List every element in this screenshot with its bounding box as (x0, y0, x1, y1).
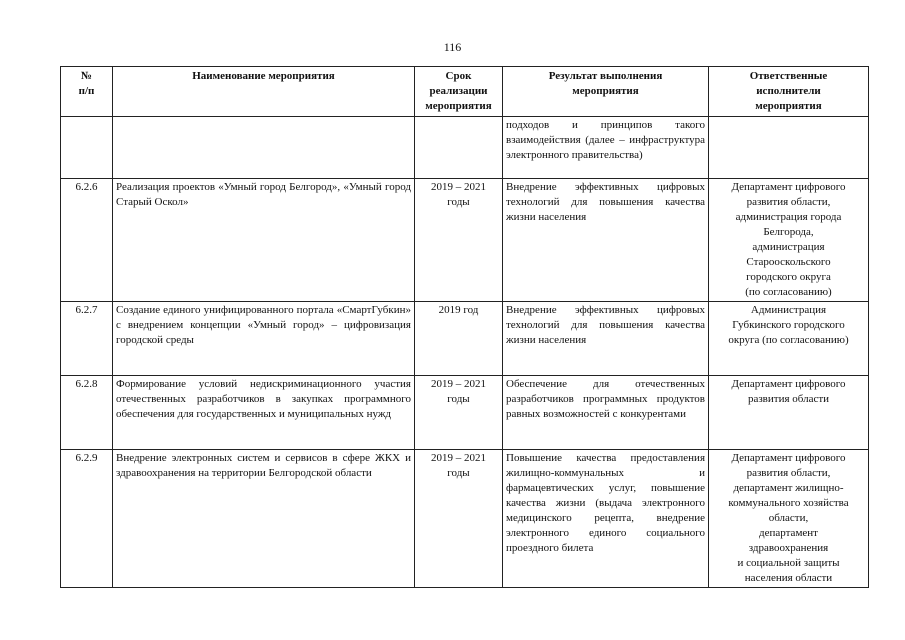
row-num: 6.2.7 (61, 302, 113, 376)
row-executors: Департамент цифрового развития области (709, 376, 869, 450)
header-term: Срок реализации мероприятия (415, 67, 503, 117)
row-num (61, 117, 113, 179)
row-name (113, 117, 415, 179)
row-num: 6.2.9 (61, 450, 113, 588)
row-num: 6.2.6 (61, 179, 113, 302)
row-num: 6.2.8 (61, 376, 113, 450)
header-executors: Ответственные исполнители мероприятия (709, 67, 869, 117)
row-executors: Департамент цифрового развития области, администрация города Белгорода, администрация Старооскольского городского округа (по согласованию) (709, 179, 869, 302)
row-name: Формирование условий недискриминационного участия отечественных разработчиков в закупках программного обеспечения для государственных и муниципальных нужд (113, 376, 415, 450)
row-term: 2019 год (415, 302, 503, 376)
row-name: Реализация проектов «Умный город Белгород», «Умный город Старый Оскол» (113, 179, 415, 302)
row-term: 2019 – 2021 годы (415, 376, 503, 450)
table-header-row (61, 67, 869, 117)
row-result: подходов и принципов такого взаимодействия (далее – инфраструктура электронного правительства) (503, 117, 709, 179)
header-name: Наименование мероприятия (113, 67, 415, 117)
row-term (415, 117, 503, 179)
table-row (61, 376, 869, 450)
row-result: Обеспечение для отечественных разработчиков программных продуктов равных возможностей с конкурентами (503, 376, 709, 450)
table-row (61, 302, 869, 376)
row-result: Внедрение эффективных цифровых технологий для повышения качества жизни населения (503, 179, 709, 302)
row-term: 2019 – 2021 годы (415, 179, 503, 302)
row-executors (709, 117, 869, 179)
row-result: Внедрение эффективных цифровых технологий для повышения качества жизни населения (503, 302, 709, 376)
header-result: Результат выполнения мероприятия (503, 67, 709, 117)
row-executors: Департамент цифрового развития области, департамент жилищно- коммунального хозяйства области, департамент здравоохранения и социальной защиты населения области (709, 450, 869, 588)
table-row (61, 450, 869, 588)
row-name: Создание единого унифицированного портала «СмартГубкин» с внедрением концепции «Умный город» – цифровизация городской среды (113, 302, 415, 376)
page-number: 116 (443, 40, 462, 54)
table-row (61, 179, 869, 302)
row-term: 2019 – 2021 годы (415, 450, 503, 588)
row-result: Повышение качества предоставления жилищно-коммунальных и фармацевтических услуг, повышение качества жизни (выдача электронного медицинского рецепта, внедрение электронного единого социального проездного билета (503, 450, 709, 588)
row-name: Внедрение электронных систем и сервисов в сфере ЖКХ и здравоохранения на территории Белгородской области (113, 450, 415, 588)
table-row (61, 117, 869, 179)
measures-table (60, 66, 869, 588)
header-num: № п/п (61, 67, 113, 117)
row-executors: Администрация Губкинского городского округа (по согласованию) (709, 302, 869, 376)
